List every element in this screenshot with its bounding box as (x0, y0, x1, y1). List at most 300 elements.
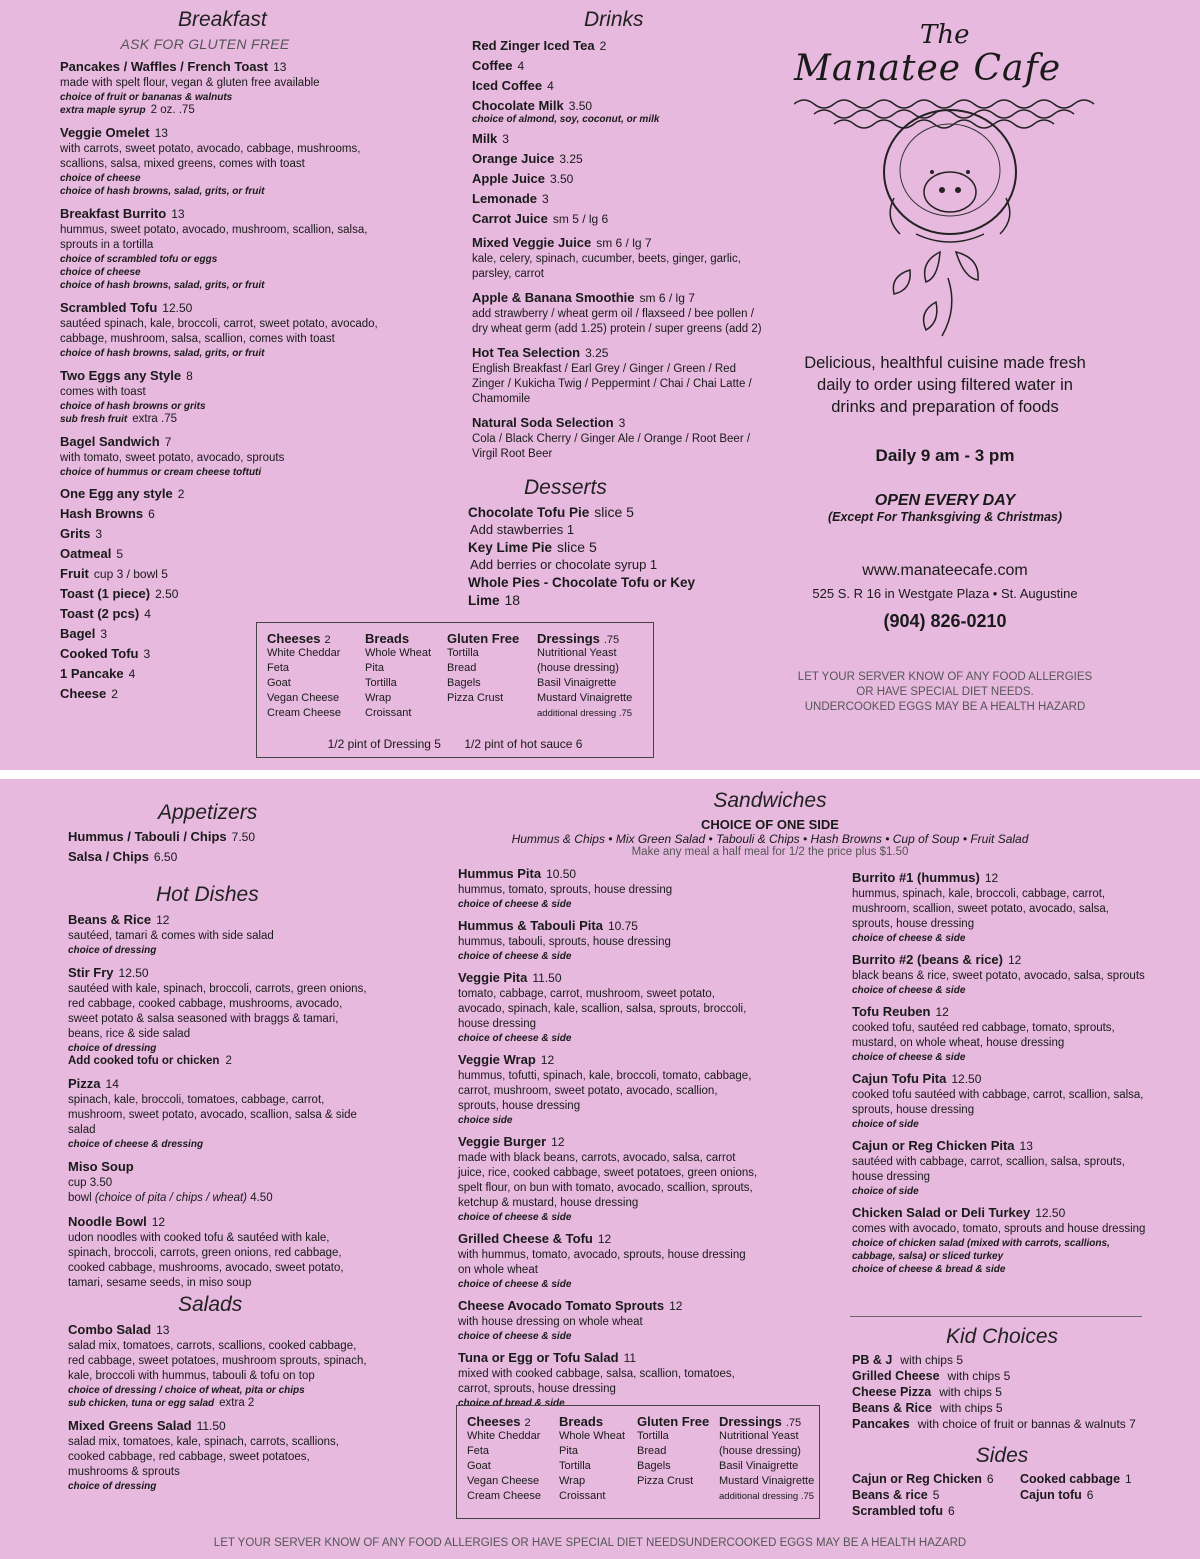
menu-item-name: Miso Soup (68, 1159, 134, 1174)
side-item (852, 1488, 994, 1502)
menu-item-price: 18 (504, 592, 521, 608)
option-text: choice of hash browns, salad, grits, or fruit (60, 186, 265, 197)
menu-item-name: Natural Soda Selection (472, 415, 614, 430)
menu-item-name: Oatmeal (60, 546, 112, 561)
kid-item (852, 1385, 1152, 1399)
options-column-gluten-free (447, 631, 519, 706)
menu-item-name: Milk (472, 131, 498, 146)
kid-item-name: PB & J (852, 1353, 893, 1367)
menu-item-description: sautéed, tamari & comes with side salad (68, 930, 274, 942)
menu-item-name: Grits (60, 526, 91, 541)
option-text: sub fresh fruit (60, 414, 128, 425)
menu-item-header (458, 865, 758, 883)
side-item-name: Cajun or Reg Chicken (852, 1472, 982, 1486)
salads-section (68, 1293, 368, 1500)
menu-item-name: Cheese Avocado Tomato Sprouts (458, 1298, 665, 1313)
menu-item (468, 574, 728, 610)
menu-item-header (852, 1204, 1152, 1222)
menu-item-name: Pancakes / Waffles / French Toast (60, 59, 269, 74)
menu-item-name: Hot Tea Selection (472, 345, 581, 360)
options-item: White Cheddar (467, 1430, 541, 1442)
hot-dishes-title: Hot Dishes (156, 883, 259, 906)
menu-item (472, 98, 762, 126)
menu-item-header (68, 1321, 368, 1339)
menu-item-header (60, 367, 380, 385)
menu-item-description: mixed with cooked cabbage, salsa, scallion, tomatoes, carrot, sprouts, house dressing (458, 1368, 735, 1395)
kid-item-note: with chips 5 (939, 1385, 1002, 1399)
options-item: Feta (267, 662, 290, 674)
menu-item-header (468, 574, 728, 610)
half-meal-note: Make any meal a half meal for 1/2 the price plus $1.50 (631, 846, 909, 858)
sides-section (852, 1444, 1152, 1528)
menu-item-name: Apple & Banana Smoothie (472, 290, 635, 305)
menu-item-header (472, 234, 762, 252)
menu-item-header (458, 1133, 758, 1151)
menu-item-price: 4 (128, 667, 136, 681)
kid-item (852, 1417, 1152, 1431)
option-text: choice of scrambled tofu or eggs (60, 254, 218, 265)
menu-item-price: 11 (623, 1351, 637, 1365)
options-title-text: Cheeses (467, 1414, 521, 1429)
menu-item-name: Coffee (472, 58, 513, 73)
menu-item (60, 506, 380, 521)
menu-item-note: choice of almond, soy, coconut, or milk (472, 114, 660, 125)
options-title-text: Dressings (719, 1414, 782, 1429)
menu-item-name: Veggie Omelet (60, 125, 150, 140)
allergy-notice (780, 670, 1110, 715)
option-extra: extra 2 (219, 1397, 255, 1409)
option-text: choice of hash browns or grits (60, 401, 206, 412)
menu-item-price: 2 (111, 687, 118, 701)
options-item: Tortilla (559, 1460, 591, 1472)
menu-item-description: sautéed with cabbage, carrot, scallion, salsa, sprouts, house dressing (852, 1156, 1125, 1183)
menu-item-price: slice 5 (557, 539, 597, 555)
menu-item-header (852, 869, 1152, 887)
menu-item-description: made with black beans, carrots, avocado, salsa, carrot juice, rice, cooked cabbage, sweet potatoes, green onions, spelt flour, on bun with tomato, avocado, scallion, sprouts, ketchup & mustard, house dressing (458, 1152, 758, 1209)
menu-item-price: 12.50 (162, 301, 193, 315)
menu-item-name: Scrambled Tofu (60, 300, 158, 315)
menu-item-header (68, 911, 368, 929)
menu-item (472, 344, 762, 407)
menu-item-name: Veggie Burger (458, 1134, 547, 1149)
menu-item (852, 869, 1152, 945)
menu-item-name: Chicken Salad or Deli Turkey (852, 1205, 1031, 1220)
options-item: Pizza Crust (637, 1475, 694, 1487)
menu-item (852, 1003, 1152, 1064)
menu-item (472, 58, 762, 73)
sandwiches-left (458, 865, 758, 1416)
menu-item-description: English Breakfast / Earl Grey / Ginger / Green / Red Zinger / Kukicha Twig / Peppermint / Chai / Chai Latte / Chamomile (472, 363, 752, 405)
options-column-title (537, 631, 632, 646)
menu-item-price: 12 (1008, 953, 1022, 967)
menu-item-price: 11.50 (532, 971, 562, 985)
drinks-section (472, 8, 762, 469)
open-every-day: OPEN EVERY DAY (874, 492, 1016, 509)
section-divider (850, 1316, 1142, 1317)
menu-item-header (458, 969, 758, 987)
menu-item (472, 151, 762, 166)
menu-item-name: Tuna or Egg or Tofu Salad (458, 1350, 619, 1365)
menu-item-description: black beans & rice, sweet potato, avocado, salsa, sprouts (852, 970, 1145, 982)
menu-item-header (852, 1003, 1152, 1021)
menu-item-option (60, 400, 380, 413)
menu-item (458, 865, 758, 911)
menu-item-header (472, 414, 762, 432)
option-extra: 2 oz. .75 (150, 104, 195, 116)
menu-item-price: 11.50 (196, 1419, 226, 1433)
menu-item-name: Carrot Juice (472, 211, 548, 226)
option-text: choice of cheese & side (458, 1331, 572, 1342)
option-text: choice of cheese (60, 173, 141, 184)
menu-item-name: One Egg any style (60, 486, 173, 501)
menu-item-name: Orange Juice (472, 151, 555, 166)
option-text: choice of hash browns, salad, grits, or fruit (60, 280, 265, 291)
menu-item (60, 606, 380, 621)
menu-item (60, 586, 380, 601)
menu-item-price: 4 (144, 607, 151, 621)
menu-item-name: Toast (1 piece) (60, 586, 151, 601)
menu-item-option (68, 944, 368, 957)
option-text: choice of cheese & side (458, 1212, 572, 1223)
side-item-name: Cooked cabbage (1020, 1472, 1121, 1486)
side-item-name: Cajun tofu (1020, 1488, 1082, 1502)
menu-item-name: Cooked Tofu (60, 646, 139, 661)
option-extra: extra .75 (132, 413, 177, 425)
options-item: Goat (467, 1460, 491, 1472)
hot-sauce-pint: 1/2 pint of hot sauce 6 (464, 737, 583, 751)
menu-item-price: 3 (502, 132, 509, 146)
menu-item-option (60, 413, 380, 426)
dressing-pint: 1/2 pint of Dressing 5 (327, 737, 441, 751)
menu-item-name: Breakfast Burrito (60, 206, 167, 221)
options-item: Basil Vinaigrette (537, 677, 617, 689)
menu-item-price: 4 (547, 79, 554, 93)
kid-item-note: with chips 5 (947, 1369, 1011, 1383)
options-item: Vegan Cheese (267, 692, 340, 704)
option-text: extra maple syrup (60, 105, 146, 116)
kids-section (852, 1325, 1152, 1433)
menu-item-header (472, 344, 762, 362)
menu-item (468, 539, 728, 572)
menu-item-option (458, 1032, 758, 1045)
sandwiches-right (852, 869, 1152, 1282)
options-column-dressings (537, 631, 632, 721)
drinks-items (472, 234, 762, 462)
menu-item (472, 211, 762, 226)
breakfast-title: Breakfast (178, 8, 267, 31)
options-item: Feta (467, 1445, 490, 1457)
menu-item-description: salad mix, tomatoes, kale, spinach, carrots, scallions, cooked cabbage, red cabbage, sweet potatoes, mushrooms & sprouts (68, 1436, 340, 1478)
menu-item-price: 12.50 (118, 966, 149, 980)
allergy-line: OR HAVE SPECIAL DIET NEEDS. (856, 686, 1034, 698)
appetizers-title: Appetizers (158, 801, 258, 824)
menu-item-description: made with spelt flour, vegan & gluten free available (60, 77, 320, 89)
menu-item-option (68, 1384, 368, 1397)
menu-item (60, 299, 380, 360)
option-text: choice of cheese & side (458, 1033, 572, 1044)
menu-item (852, 951, 1152, 997)
menu-item-description: hummus, sweet potato, avocado, mushroom, scallion, salsa, sprouts in a tortilla (60, 224, 368, 251)
menu-item (852, 1204, 1152, 1276)
hot-dishes-section (68, 883, 368, 1298)
option-text: choice side (458, 1115, 513, 1126)
options-item: (house dressing) (719, 1445, 801, 1457)
bowl-option: (choice of pita / chips / wheat) (94, 1192, 247, 1204)
menu-item-name: Whole Pies - Chocolate Tofu or Key Lime (468, 575, 696, 608)
options-item: Wrap (559, 1475, 586, 1487)
salads-items (68, 1321, 368, 1493)
menu-item-name: Salsa / Chips (68, 849, 149, 864)
menu-item (68, 849, 368, 864)
menu-item-name: Chocolate Tofu Pie (468, 505, 590, 520)
menu-item-header (60, 124, 380, 142)
options-column-title (267, 631, 341, 646)
menu-item-option (458, 1211, 758, 1224)
dessert-addon: Add berries or chocolate syrup 1 (470, 557, 658, 572)
options-title-text: Breads (559, 1414, 604, 1429)
menu-item-header (458, 1230, 758, 1248)
allergy-line: LET YOUR SERVER KNOW OF ANY FOOD ALLERGIES (797, 671, 1093, 683)
menu-item-option (60, 91, 380, 104)
menu-item (458, 917, 758, 963)
menu-item-header (852, 1070, 1152, 1088)
menu-item-price: 3 (542, 192, 549, 206)
sandwiches-header (440, 789, 1100, 858)
menu-item-option (60, 104, 380, 117)
options-item: Mustard Vinaigrette (537, 692, 633, 704)
menu-item-name: Veggie Pita (458, 970, 528, 985)
menu-item-addon (68, 1055, 368, 1068)
menu-item-name: Hummus & Tabouli Pita (458, 918, 603, 933)
side-item (852, 1504, 994, 1518)
menu-item-name: Cheese (60, 686, 107, 701)
menu-item-header (458, 1349, 758, 1367)
logo-name: Manatee Cafe (794, 48, 1062, 89)
menu-item-name: Two Eggs any Style (60, 368, 182, 383)
menu-item (68, 1417, 368, 1493)
menu-item-price: 2.50 (155, 587, 179, 601)
menu-item-name: Hummus Pita (458, 866, 542, 881)
sides-title: Sides (975, 1444, 1029, 1467)
menu-item-price: 6 (148, 507, 155, 521)
menu-item-price: 4 (517, 59, 525, 73)
menu-item-price: 2 (177, 487, 185, 501)
menu-item-price: 12.50 (1035, 1206, 1066, 1220)
side-item (852, 1472, 994, 1486)
menu-item-price: 12 (540, 1053, 555, 1067)
option-text: choice of cheese & side (852, 1052, 966, 1063)
menu-item (472, 131, 762, 146)
option-text: choice of hummus or cream cheese toftuti (60, 467, 262, 478)
option-text: choice of cheese & bread & side (852, 1264, 1006, 1275)
menu-item-name: Bagel (60, 626, 96, 641)
menu-item-name: Mixed Veggie Juice (472, 235, 592, 250)
options-item: (house dressing) (537, 662, 619, 674)
menu-item-option (60, 266, 380, 279)
menu-item-name: Iced Coffee (472, 78, 543, 93)
option-text: choice of side (852, 1119, 919, 1130)
menu-item-name: Cajun or Reg Chicken Pita (852, 1138, 1015, 1153)
options-title-price: 2 (324, 634, 331, 646)
side-options: Hummus & Chips • Mix Green Salad • Tabouli & Chips • Hash Browns • Cup of Soup • Fruit Salad (511, 832, 1029, 846)
option-text: choice of cheese & side (458, 1279, 572, 1290)
menu-item-name: Burrito #1 (hummus) (852, 870, 980, 885)
bottom-allergy-notice: LET YOUR SERVER KNOW OF ANY FOOD ALLERGIES OR HAVE SPECIAL DIET NEEDSUNDERCOOKED EGGS MAY BE A HEALTH HAZARD (213, 1537, 967, 1549)
menu-item-price: 12 (597, 1232, 612, 1246)
kid-item (852, 1369, 1152, 1383)
kid-item-note: with chips 5 (939, 1401, 1003, 1415)
menu-item (852, 1137, 1152, 1198)
menu-item-price: 2 (599, 39, 607, 53)
menu-item-name: Toast (2 pcs) (60, 606, 140, 621)
menu-item-description: Cola / Black Cherry / Ginger Ale / Orange / Root Beer / Virgil Root Beer (472, 433, 751, 460)
side-item-name: Scrambled tofu (852, 1504, 943, 1518)
options-column-title (637, 1414, 709, 1429)
menu-item-price: 7.50 (231, 830, 256, 844)
options-column-dressings (719, 1414, 814, 1504)
menu-item-header (68, 1417, 368, 1435)
menu-item (472, 38, 762, 53)
menu-item-name: Fruit (60, 566, 89, 581)
options-item: Bagels (447, 677, 481, 689)
menu-item-name: Stir Fry (68, 965, 114, 980)
choice-of-side: CHOICE OF ONE SIDE (701, 817, 839, 832)
address: 525 S. R 16 in Westgate Plaza • St. Augustine (812, 586, 1078, 601)
menu-item (472, 191, 762, 206)
addon-price: 2 (225, 1055, 232, 1067)
menu-item-description: comes with toast (60, 386, 146, 398)
menu-item-description: tomato, cabbage, carrot, mushroom, sweet potato, avocado, spinach, kale, scallion, salsa, sprouts, broccoli, house dressing (458, 988, 747, 1030)
menu-item (472, 171, 762, 186)
menu-item-header (852, 951, 1152, 969)
options-column-breads (365, 631, 431, 721)
options-column-cheeses (467, 1414, 541, 1504)
menu-item-price: cup 3 / bowl 5 (93, 567, 168, 581)
option-text: choice of cheese (60, 267, 141, 278)
options-item: Pita (559, 1445, 578, 1457)
menu-item (472, 78, 762, 93)
options-title-text: Gluten Free (447, 631, 520, 646)
menu-item-header (468, 504, 728, 522)
menu-item-description: salad mix, tomatoes, carrots, scallions, cooked cabbage, red cabbage, sweet potatoes, mushroom sprouts, spinach, kale, broccoli with hummus, tabouli & tofu on top (68, 1340, 367, 1382)
menu-item-header (472, 289, 762, 307)
options-title-text: Gluten Free (637, 1414, 710, 1429)
menu-item-price: 13 (171, 207, 185, 221)
menu-item-option (852, 1051, 1152, 1064)
menu-item-option (68, 1480, 368, 1493)
options-column-breads (559, 1414, 625, 1504)
menu-item-price: 12 (551, 1135, 565, 1149)
options-column-title (467, 1414, 541, 1429)
drinks-simple-items (472, 38, 762, 226)
menu-item-option (458, 1278, 758, 1291)
menu-page-back (0, 779, 1200, 1559)
kids-title: Kid Choices (945, 1325, 1059, 1348)
options-item: White Cheddar (267, 647, 341, 659)
hot-dishes-items (68, 911, 368, 1291)
options-item: Vegan Cheese (467, 1475, 540, 1487)
menu-item (458, 1230, 758, 1291)
salads-title: Salads (178, 1293, 243, 1316)
menu-item-name: Hash Browns (60, 506, 144, 521)
options-item: additional dressing .75 (537, 708, 633, 719)
option-text: choice of dressing (68, 1481, 157, 1492)
option-text: choice of cheese & side (852, 933, 966, 944)
addon-text: Add cooked tofu or chicken (68, 1055, 220, 1067)
options-item: Bagels (637, 1460, 671, 1472)
menu-item (468, 504, 728, 537)
side-item-price: 6 (1086, 1488, 1094, 1502)
menu-item-price: 5 (116, 547, 123, 561)
menu-item-name: 1 Pancake (60, 666, 124, 681)
side-item-price: 6 (986, 1472, 994, 1486)
menu-item-description: with hummus, tomato, avocado, sprouts, house dressing on whole wheat (458, 1249, 746, 1276)
menu-item-price: 12 (156, 913, 170, 927)
kid-item (852, 1353, 1152, 1367)
menu-item-name: Key Lime Pie (468, 540, 553, 555)
menu-item-price: 8 (186, 369, 193, 383)
options-box (256, 622, 654, 758)
menu-item (458, 1051, 758, 1127)
menu-item (68, 911, 368, 957)
menu-item-price: 12.50 (951, 1072, 982, 1086)
hours: Daily 9 am - 3 pm (875, 446, 1015, 465)
menu-item-name: Combo Salad (68, 1322, 152, 1337)
options-item: Nutritional Yeast (537, 647, 617, 659)
kid-item (852, 1401, 1152, 1415)
menu-item-option (60, 347, 380, 360)
menu-item-option (68, 1397, 368, 1410)
allergy-line: UNDERCOOKED EGGS MAY BE A HEALTH HAZARD (804, 701, 1086, 713)
bowl-price: 4.50 (250, 1192, 273, 1204)
menu-item-name: Apple Juice (472, 171, 545, 186)
gluten-free-note: ASK FOR GLUTEN FREE (120, 36, 290, 52)
menu-item (472, 414, 762, 462)
options-box (456, 1405, 820, 1519)
menu-item-option (852, 932, 1152, 945)
website-link[interactable]: www.manateecafe.com (862, 562, 1028, 579)
options-item: Mustard Vinaigrette (719, 1475, 815, 1487)
menu-item-price: 12 (669, 1299, 683, 1313)
options-item: Wrap (365, 692, 392, 704)
menu-item-option (60, 185, 380, 198)
kids-items (852, 1353, 1152, 1431)
options-item: Cream Cheese (467, 1490, 541, 1502)
menu-item-option (852, 1185, 1152, 1198)
menu-item (68, 1321, 368, 1410)
menu-item-option (458, 898, 758, 911)
menu-item-header (60, 205, 380, 223)
menu-item-price: 10.50 (546, 867, 577, 881)
side-item-price: 6 (948, 1504, 955, 1518)
appetizers-section (68, 801, 368, 869)
menu-item-price: 3.25 (585, 346, 609, 360)
option-text: choice of fruit or bananas & walnuts (60, 92, 233, 103)
menu-item-price: slice 5 (594, 504, 634, 520)
menu-item-option (60, 466, 380, 479)
menu-item-description: hummus, tofutti, spinach, kale, broccoli, tomato, cabbage, carrot, mushroom, sweet potato, avocado, scallion, sprouts, house dressing (458, 1070, 752, 1112)
menu-item-name: Red Zinger Iced Tea (472, 38, 595, 53)
phone-number[interactable]: (904) 826-0210 (883, 611, 1007, 631)
menu-item-description: comes with avocado, tomato, sprouts and house dressing (852, 1223, 1146, 1235)
options-column-cheeses (267, 631, 341, 721)
brand-section (780, 20, 1110, 715)
menu-item (60, 58, 380, 117)
side-item (1020, 1472, 1132, 1486)
menu-item-price: 6.50 (153, 850, 178, 864)
menu-item-price: 3 (143, 647, 151, 661)
menu-item-price: 13 (1019, 1139, 1033, 1153)
